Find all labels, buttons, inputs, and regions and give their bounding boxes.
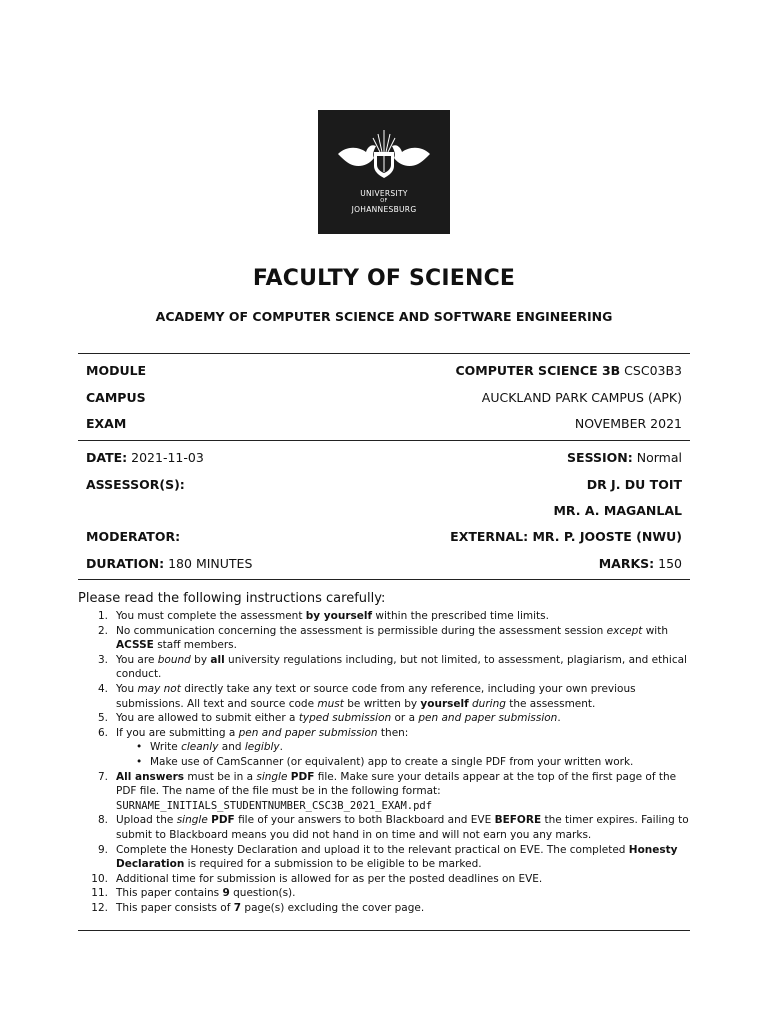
instruction-text: the assessment. — [505, 697, 596, 710]
date-field — [86, 450, 204, 465]
instruction-text: You are allowed to submit either a — [116, 712, 299, 725]
module-label: MODULE — [86, 363, 147, 378]
divider-top — [78, 353, 690, 354]
instruction-number: 10. — [91, 872, 108, 885]
instruction-text: This paper consists of — [116, 901, 234, 914]
date-label: DATE: — [86, 450, 128, 465]
instruction-text: cleanly — [181, 741, 219, 754]
divider-bottom — [78, 930, 690, 931]
divider-middle — [78, 440, 690, 441]
instruction-text: You — [116, 682, 138, 695]
instruction-text: Complete the Honesty Declaration and upload it to the relevant practical on EVE. The completed — [116, 843, 629, 856]
session-field — [567, 450, 682, 465]
instruction-text: file. Make sure your details appear at the top of the first page of the PDF file. The name of the file must be in the following format: — [116, 770, 677, 798]
instruction-text: pen and paper submission — [418, 712, 558, 725]
instruction-sublist — [116, 740, 696, 769]
instruction-text: Upload the — [116, 814, 177, 827]
instruction-text: bound — [157, 653, 191, 666]
marks-value: 150 — [658, 556, 682, 571]
instruction-text: pen and paper submission — [238, 726, 378, 739]
instruction-number: 6. — [97, 726, 108, 739]
module-value — [455, 363, 682, 378]
instruction-text: the timer expires. Failing to submit to Blackboard means you did not hand in on time and will not earn you any marks. — [116, 814, 689, 841]
instruction-text: may not — [137, 682, 181, 695]
duration-field — [86, 556, 252, 571]
instruction-text: then: — [377, 726, 409, 739]
instruction-item — [78, 843, 696, 872]
instruction-text: by — [190, 653, 211, 666]
instruction-text: university regulations including, but not limited, to assessment, plagiarism, and ethical conduct. — [116, 653, 687, 681]
instruction-text: within the prescribed time limits. — [372, 610, 549, 622]
instruction-item — [78, 682, 696, 711]
instruction-text: and — [218, 741, 245, 754]
instruction-text: must — [317, 697, 344, 710]
instruction-text: Write — [150, 741, 182, 754]
instruction-text: be written by — [343, 697, 421, 710]
instruction-text: question(s). — [229, 887, 296, 900]
instruction-text: single — [256, 770, 288, 783]
instruction-item — [78, 609, 696, 624]
instruction-text: by yourself — [305, 610, 373, 622]
instruction-number: 3. — [97, 653, 108, 666]
assessor-row — [86, 477, 682, 492]
instruction-subitem — [116, 755, 696, 770]
instruction-text: all — [210, 653, 225, 666]
instruction-text: SURNAME_INITIALS_STUDENTNUMBER_CSC3B_2021_EXAM.pdf — [116, 799, 433, 812]
marks-label: MARKS: — [598, 556, 655, 571]
instruction-text: . — [279, 741, 283, 754]
session-value: Normal — [636, 450, 682, 465]
instruction-number: 2. — [97, 624, 108, 637]
duration-marks-row — [86, 556, 682, 571]
instruction-number: 4. — [97, 682, 108, 695]
instruction-text: staff members. — [153, 639, 237, 652]
assessor-row-2 — [86, 503, 682, 518]
exam-value: NOVEMBER 2021 — [574, 416, 682, 431]
exam-row — [86, 416, 682, 431]
instruction-text: or a — [391, 712, 419, 725]
instruction-item — [78, 726, 696, 770]
instruction-number: 7. — [97, 770, 108, 783]
instruction-text: must be in a — [184, 770, 257, 783]
instruction-text: Make use of CamScanner (or equivalent) app to create a single PDF from your written work. — [150, 755, 634, 768]
instruction-number: 11. — [91, 887, 108, 900]
instruction-text: All answers — [116, 770, 185, 783]
instruction-item — [78, 624, 696, 653]
instruction-text: yourself — [420, 697, 469, 710]
instruction-number: 8. — [97, 814, 108, 827]
university-logo — [318, 110, 450, 234]
session-label: SESSION: — [567, 450, 633, 465]
instruction-item — [78, 872, 696, 887]
campus-value: AUCKLAND PARK CAMPUS (APK) — [481, 390, 682, 405]
instruction-text: during — [472, 697, 506, 710]
instruction-item — [78, 901, 696, 916]
instruction-text: Additional time for submission is allowed for as per the posted deadlines on EVE. — [116, 872, 543, 885]
instruction-text: . — [557, 712, 561, 725]
instruction-text: is required for a submission to be eligible to be marked. — [184, 858, 482, 871]
instruction-text: with — [642, 624, 668, 637]
exam-label: EXAM — [86, 416, 127, 431]
module-code: CSC03B3 — [624, 363, 682, 378]
instruction-text: PDF — [290, 770, 315, 783]
instruction-number: 12. — [91, 901, 108, 914]
instruction-text: file of your answers to both Blackboard and EVE — [234, 814, 495, 827]
duration-value: 180 MINUTES — [168, 556, 253, 571]
instruction-text: PDF — [211, 814, 235, 827]
instruction-text: If you are submitting a — [116, 726, 239, 739]
instruction-number: 9. — [97, 843, 108, 856]
instruction-text: 7 — [233, 901, 242, 914]
duration-label: DURATION: — [86, 556, 165, 571]
instruction-text: directly take any text or source code from any reference, including your own previous submissions. All text and source code — [116, 682, 636, 710]
assessor-name-2: MR. A. MAGANLAL — [553, 503, 682, 518]
instruction-item — [78, 813, 696, 842]
module-row — [86, 363, 682, 378]
assessor-name-1: DR J. DU TOIT — [586, 477, 682, 492]
instruction-item — [78, 886, 696, 901]
instruction-subitem — [116, 740, 696, 755]
faculty-title: FACULTY OF SCIENCE — [252, 266, 516, 291]
coat-of-arms-icon — [318, 110, 450, 190]
instruction-text: No communication concerning the assessment is permissible during the assessment session — [116, 624, 607, 637]
instructions-list — [78, 609, 696, 915]
instruction-number: 5. — [97, 712, 108, 725]
date-session-row — [86, 450, 682, 465]
logo-text-of: OF — [380, 198, 388, 204]
instruction-text: This paper contains — [116, 887, 223, 900]
date-value: 2021-11-03 — [131, 450, 204, 465]
instruction-text: You must complete the assessment — [116, 610, 306, 622]
instruction-text: single — [176, 814, 208, 827]
instructions-intro: Please read the following instructions carefully: — [78, 591, 386, 606]
divider-lower — [78, 579, 690, 580]
module-name: COMPUTER SCIENCE 3B — [455, 363, 621, 378]
instruction-text: typed submission — [298, 712, 392, 725]
moderator-label: MODERATOR: — [86, 529, 181, 544]
campus-row — [86, 390, 682, 405]
assessor-label: ASSESSOR(S): — [86, 477, 185, 492]
instruction-text: 9 — [222, 887, 230, 900]
marks-field — [599, 556, 682, 571]
instruction-text: BEFORE — [494, 814, 542, 827]
logo-text-johannesburg: JOHANNESBURG — [351, 205, 417, 214]
instruction-item — [78, 653, 696, 682]
instruction-text: Honesty Declaration — [116, 843, 678, 871]
logo-text-university: UNIVERSITY — [360, 189, 408, 198]
instruction-text: page(s) excluding the cover page. — [241, 901, 425, 914]
instruction-text: You are — [116, 653, 158, 666]
instruction-text: ACSSE — [116, 639, 154, 652]
moderator-row — [86, 529, 682, 544]
instruction-number: 1. — [97, 610, 108, 622]
instruction-text: legibly — [244, 741, 280, 754]
academy-subtitle: ACADEMY OF COMPUTER SCIENCE AND SOFTWARE ENGINEERING — [155, 309, 613, 324]
instruction-item — [78, 770, 696, 814]
campus-label: CAMPUS — [86, 390, 146, 405]
moderator-value: EXTERNAL: MR. P. JOOSTE (NWU) — [450, 529, 682, 544]
instruction-text: except — [606, 624, 643, 637]
instruction-item — [78, 711, 696, 726]
